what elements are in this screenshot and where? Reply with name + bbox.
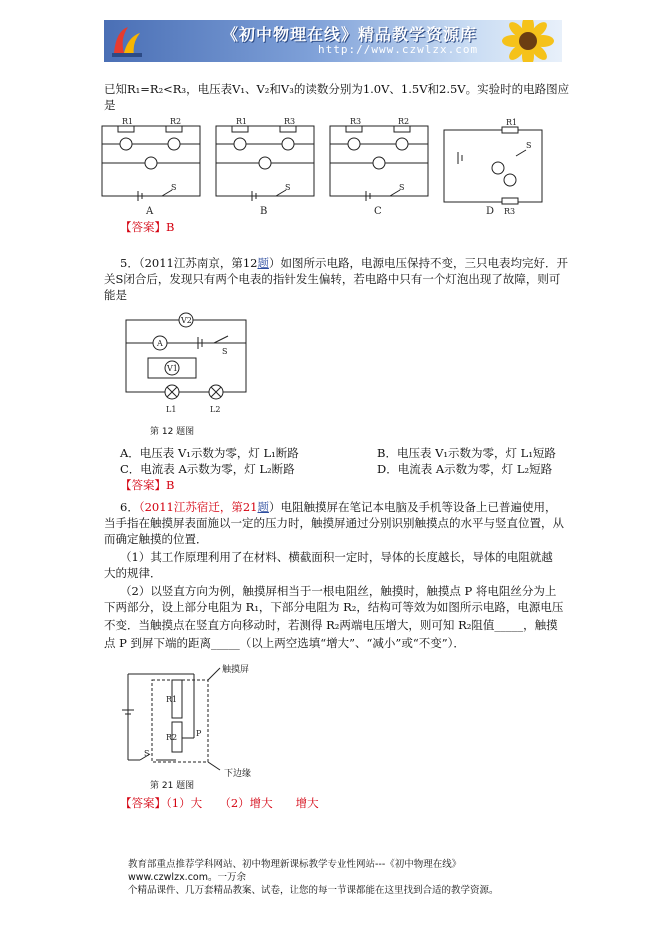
- svg-text:R1: R1: [506, 118, 518, 127]
- svg-text:R2: R2: [398, 118, 410, 126]
- footer-line2: 个精品课件、几万套精品教案、试卷，让您的每一节课都能在这里找到合适的教学资源。: [128, 885, 499, 896]
- q4-answer: [120, 220, 174, 235]
- q6-touchscreen-circuit-diagram: [116, 664, 256, 774]
- q5-line1: 5．（2011江苏南京，第12题）如图所示电路，电源电压保持不变，三只电表均完好．开: [120, 256, 568, 270]
- q6-answer: 【答案】（1）大 （2）增大 增大: [120, 796, 319, 810]
- svg-text:P: P: [196, 729, 202, 738]
- svg-text:R1: R1: [166, 695, 178, 704]
- q6-part1-line2: 大的规律．: [104, 566, 162, 580]
- site-logo-icon: [110, 23, 144, 59]
- touchscreen-label: 触摸屏: [222, 665, 250, 675]
- q5-circuit-diagram: [118, 308, 258, 420]
- svg-text:L2: L2: [210, 405, 221, 414]
- q5-figure-caption: 第 12 题图: [150, 427, 195, 437]
- circuit-b-diagram: [216, 126, 314, 201]
- q5-option-a: A．电压表 V₁示数为零，灯 L₁断路: [120, 446, 299, 460]
- svg-text:S: S: [144, 749, 150, 758]
- option-c-label: C: [374, 206, 382, 217]
- svg-text:R3: R3: [284, 118, 296, 126]
- svg-text:R2: R2: [170, 118, 182, 126]
- q4-line2: 是: [104, 98, 116, 112]
- q5-line3: 能是: [104, 288, 127, 302]
- svg-text:S: S: [399, 183, 405, 192]
- site-title: 《初中物理在线》精品教学资源库: [222, 25, 478, 44]
- option-b-label: B: [260, 206, 268, 217]
- q4-circuit-diagrams: [98, 118, 548, 218]
- bottom-edge-label: 下边缘: [224, 769, 252, 779]
- svg-text:L1: L1: [166, 405, 177, 414]
- svg-text:V2: V2: [181, 316, 192, 325]
- footer-line1: 教育部重点推荐学科网站、初中物理新课标教学专业性网站---《初中物理在线》www.czwlzx.com。一万余: [128, 859, 462, 883]
- q6-part2-line3: 不变．当触摸点在竖直方向移动时，若测得 R₂两端电压增大，则可知 R₂阻值_____，触摸: [104, 618, 558, 632]
- svg-text:A: A: [157, 339, 163, 348]
- answer-value: B: [166, 220, 175, 234]
- q5-line2: 关S闭合后，发现只有两个电表的指针发生偏转，若电路中只有一个灯泡出现了故障，则可: [104, 272, 561, 286]
- q6-part2-line4: 点 P 到屏下端的距离_____（以上两空选填“增大”、“减小”或“不变”）．: [104, 636, 465, 650]
- q6-figure-caption: 第 21 题图: [150, 781, 195, 791]
- sunflower-icon: [478, 20, 558, 62]
- q6-line1: 6．（2011江苏宿迁，第21题）电阻触摸屏在笔记本电脑及手机等设备上已普遍使用，: [120, 500, 557, 514]
- header-banner: [104, 20, 562, 62]
- q5-source-link[interactable]: 题: [257, 256, 269, 270]
- svg-text:R3: R3: [504, 207, 516, 216]
- q5-option-d: D．电流表 A示数为零，灯 L₂短路: [377, 462, 553, 476]
- svg-text:V1: V1: [167, 364, 178, 373]
- option-a-label: A: [146, 206, 154, 217]
- q6-source-link[interactable]: 题: [257, 500, 269, 514]
- q6-part2-line2: 下两部分，设上部分电阻为 R₁，下部分电阻为 R₂，结构可等效为如图所示电路，电源电压: [104, 600, 564, 614]
- q5-option-c: C．电流表 A示数为零，灯 L₂断路: [120, 462, 295, 476]
- site-url[interactable]: http://www.czwlzx.com: [318, 43, 479, 56]
- q6-line3: 而确定触摸的位置．: [104, 532, 208, 546]
- circuit-c-diagram: [330, 126, 428, 201]
- q5-option-b: B．电压表 V₁示数为零，灯 L₁短路: [377, 446, 556, 460]
- svg-text:R1: R1: [122, 118, 134, 126]
- answer-label: 【答案】: [120, 220, 166, 234]
- svg-text:S: S: [285, 183, 291, 192]
- svg-text:R1: R1: [236, 118, 248, 126]
- svg-text:R2: R2: [166, 733, 178, 742]
- svg-text:S: S: [222, 347, 228, 356]
- svg-text:R3: R3: [350, 118, 362, 126]
- svg-text:S: S: [171, 183, 177, 192]
- circuit-d-diagram: [444, 127, 542, 204]
- circuit-a-diagram: [102, 126, 200, 201]
- option-d-label: D: [486, 206, 495, 217]
- svg-text:S: S: [526, 141, 532, 150]
- q6-line2: 当手指在触摸屏表面施以一定的压力时，触摸屏通过分别识别触摸点的水平与竖直位置，从: [104, 516, 564, 530]
- page-footer: [128, 858, 548, 897]
- q5-answer: 【答案】B: [120, 478, 175, 492]
- q6-part1-line1: （1）其工作原理利用了在材料、横截面积一定时，导体的长度越长，导体的电阻就越: [120, 550, 553, 564]
- q6-part2-line1: （2）以竖直方向为例，触摸屏相当于一根电阻丝，触摸时，触摸点 P 将电阻丝分为上: [120, 584, 557, 598]
- q4-line1: 已知R₁=R₂<R₃，电压表V₁、V₂和V₃的读数分别为1.0V、1.5V和2.5V。实验时的电路图应: [104, 82, 570, 96]
